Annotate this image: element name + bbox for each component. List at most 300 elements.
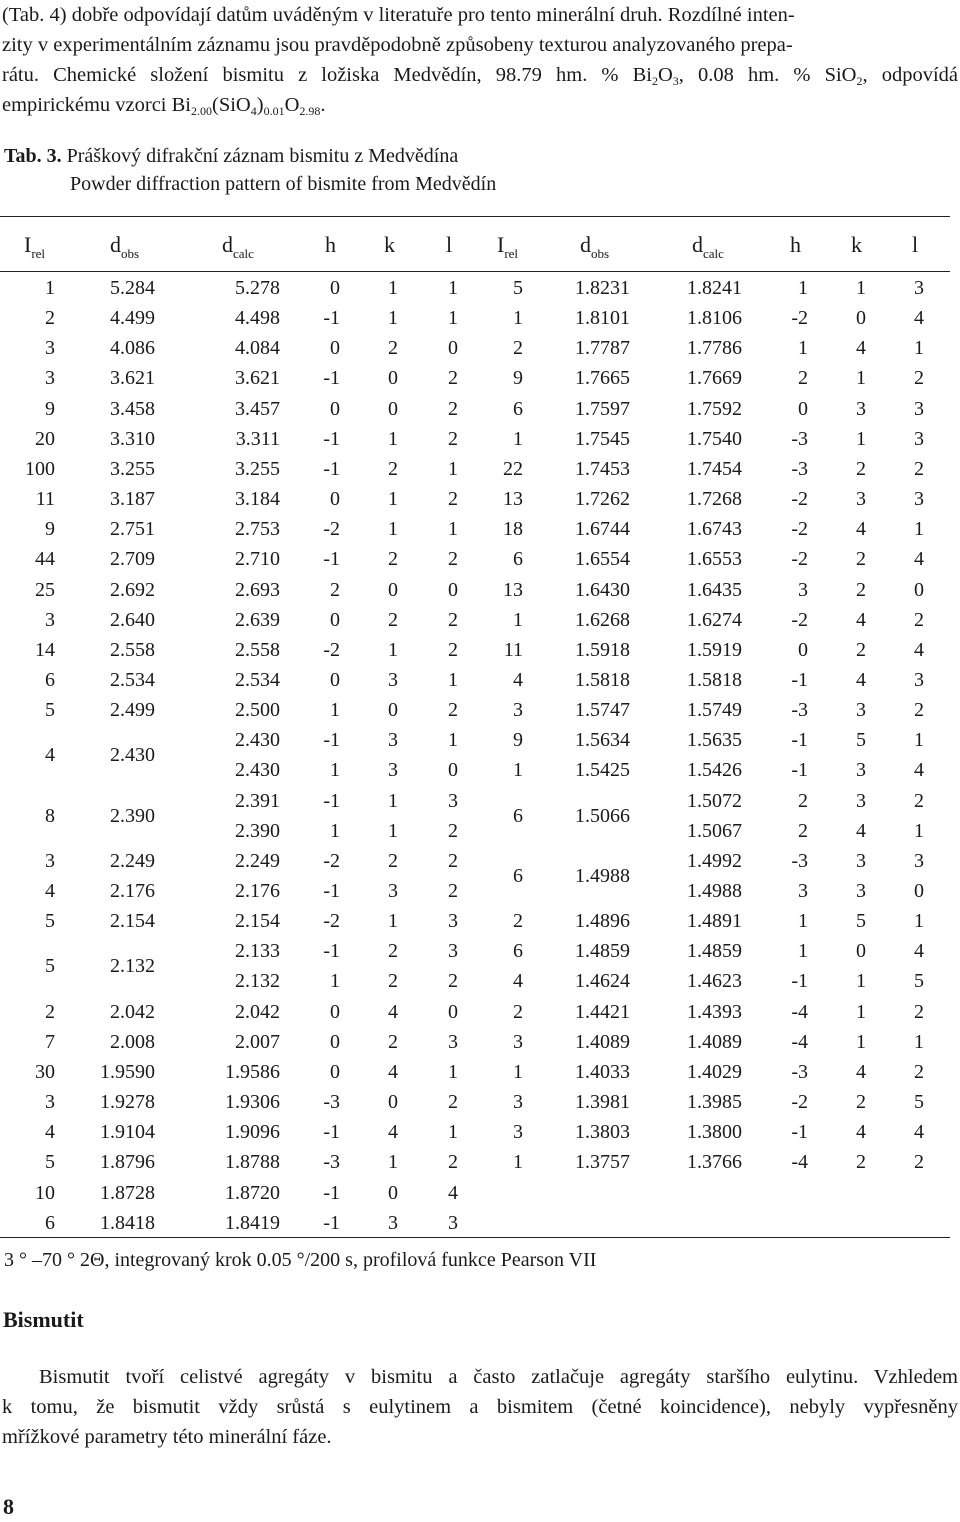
cell-k: 4 bbox=[856, 668, 866, 691]
caption-cz-text: Práškový difrakční záznam bismitu z Medvědína bbox=[66, 145, 459, 167]
subscript: 0.01 bbox=[263, 104, 285, 118]
cell-h: 0 bbox=[330, 277, 340, 299]
cell-dcalc: 2.390 bbox=[235, 819, 280, 842]
cell-l: 3 bbox=[448, 789, 458, 812]
cell-h: -1 bbox=[323, 307, 340, 330]
cell-dcalc: 1.8720 bbox=[225, 1181, 280, 1204]
cell-dcalc: 1.6743 bbox=[687, 518, 742, 541]
cell-irel: 9 bbox=[513, 367, 523, 390]
cell-irel: 4 bbox=[45, 1121, 55, 1144]
cell-k: 2 bbox=[388, 940, 398, 963]
cell-dcalc: 3.311 bbox=[235, 427, 280, 450]
cell-irel: 11 bbox=[35, 488, 55, 511]
cell-dcalc: 1.8241 bbox=[687, 277, 742, 299]
cell-h: 0 bbox=[330, 397, 340, 420]
cell-h: -1 bbox=[323, 880, 340, 902]
cell-dcalc: 2.391 bbox=[235, 789, 280, 812]
cell-irel: 2 bbox=[513, 337, 523, 360]
cell-dobs: 1.3981 bbox=[575, 1091, 630, 1114]
cell-h: 2 bbox=[798, 819, 808, 842]
intro-line-4-text: (SiO bbox=[212, 94, 251, 116]
cell-h: 0 bbox=[330, 1000, 340, 1023]
cell-h: -1 bbox=[323, 729, 340, 752]
cell-k: 0 bbox=[388, 397, 398, 420]
cell-dobs: 3.310 bbox=[110, 427, 155, 450]
cell-dcalc: 1.5818 bbox=[687, 668, 742, 691]
cell-dobs: 2.534 bbox=[110, 668, 155, 691]
cell-dcalc: 1.8788 bbox=[225, 1151, 280, 1174]
cell-k: 2 bbox=[388, 457, 398, 480]
cell-h: 1 bbox=[330, 759, 340, 782]
cell-dcalc: 1.7669 bbox=[687, 367, 742, 390]
cell-h: -4 bbox=[791, 1030, 808, 1053]
cell-l: 3 bbox=[914, 277, 924, 299]
cell-h: -1 bbox=[791, 668, 808, 691]
cell-dcalc: 1.3766 bbox=[687, 1151, 742, 1174]
cell-h: -4 bbox=[791, 1000, 808, 1023]
cell-dobs: 1.5918 bbox=[575, 638, 630, 661]
cell-l: 2 bbox=[448, 1151, 458, 1174]
cell-l: 4 bbox=[914, 940, 924, 963]
cell-h: -1 bbox=[323, 367, 340, 390]
cell-h: -1 bbox=[323, 940, 340, 963]
header-subscript: obs bbox=[591, 246, 610, 261]
cell-k: 1 bbox=[856, 277, 866, 299]
cell-k: 3 bbox=[856, 488, 866, 511]
cell-k: 1 bbox=[856, 427, 866, 450]
cell-h: 1 bbox=[798, 277, 808, 299]
cell-k: 1 bbox=[388, 638, 398, 661]
cell-k: 1 bbox=[388, 518, 398, 541]
cell-k: 1 bbox=[856, 1030, 866, 1053]
cell-l: 5 bbox=[914, 970, 924, 993]
cell-dobs: 2.132 bbox=[110, 955, 155, 978]
subscript: 3 bbox=[672, 74, 679, 88]
cell-dobs: 1.7665 bbox=[575, 367, 630, 390]
cell-irel: 3 bbox=[45, 849, 55, 872]
intro-line-4-text: ) bbox=[256, 94, 264, 116]
cell-l: 1 bbox=[448, 729, 458, 752]
cell-l: 2 bbox=[914, 1151, 924, 1174]
cell-irel: 6 bbox=[513, 864, 523, 887]
cell-irel: 6 bbox=[513, 548, 523, 571]
cell-k: 1 bbox=[388, 427, 398, 450]
cell-k: 2 bbox=[856, 578, 866, 601]
cell-irel: 1 bbox=[513, 307, 523, 330]
cell-l: 3 bbox=[914, 427, 924, 450]
cell-dcalc: 1.5635 bbox=[687, 729, 742, 752]
cell-h: -1 bbox=[791, 970, 808, 993]
cell-irel: 4 bbox=[513, 668, 523, 691]
cell-l: 3 bbox=[448, 940, 458, 963]
cell-dcalc: 1.5426 bbox=[687, 759, 742, 782]
cell-l: 0 bbox=[448, 759, 458, 782]
cell-k: 1 bbox=[856, 970, 866, 993]
cell-h: -2 bbox=[791, 488, 808, 511]
cell-dobs: 2.390 bbox=[110, 804, 155, 827]
cell-irel: 14 bbox=[35, 638, 55, 661]
cell-h: -2 bbox=[791, 608, 808, 631]
cell-irel: 5 bbox=[45, 1151, 55, 1174]
cell-k: 0 bbox=[388, 578, 398, 601]
cell-dobs: 1.5634 bbox=[575, 729, 630, 752]
cell-l: 2 bbox=[914, 699, 924, 722]
cell-h: -1 bbox=[323, 427, 340, 450]
cell-k: 2 bbox=[856, 1151, 866, 1174]
cell-dobs: 2.249 bbox=[110, 849, 155, 872]
cell-dobs: 1.4624 bbox=[575, 970, 630, 993]
intro-line-3-text: , 0.08 hm. % SiO bbox=[678, 64, 857, 86]
cell-dobs: 1.4033 bbox=[575, 1060, 630, 1083]
cell-l: 3 bbox=[448, 910, 458, 933]
cell-h: -1 bbox=[791, 759, 808, 782]
cell-dobs: 3.458 bbox=[110, 397, 155, 420]
cell-dobs: 4.086 bbox=[110, 337, 155, 360]
cell-h: 0 bbox=[330, 1060, 340, 1083]
cell-irel: 3 bbox=[45, 367, 55, 390]
cell-dobs: 2.709 bbox=[110, 548, 155, 571]
page-number: 8 bbox=[3, 1494, 14, 1519]
cell-k: 2 bbox=[856, 457, 866, 480]
cell-dobs: 2.640 bbox=[110, 608, 155, 631]
cell-irel: 3 bbox=[513, 1091, 523, 1114]
cell-h: -3 bbox=[791, 457, 808, 480]
header-text: d bbox=[222, 232, 233, 257]
cell-dcalc: 2.042 bbox=[235, 1000, 280, 1023]
cell-l: 2 bbox=[448, 1091, 458, 1114]
cell-l: 1 bbox=[448, 277, 458, 299]
cell-dobs: 1.4896 bbox=[575, 910, 630, 933]
cell-irel: 2 bbox=[513, 910, 523, 933]
cell-dcalc: 1.5072 bbox=[687, 789, 742, 812]
intro-line-1: (Tab. 4) dobře odpovídají datům uváděným v literatuře pro tento minerální druh. Rozdílné inten- bbox=[2, 4, 795, 26]
cell-h: -1 bbox=[323, 1121, 340, 1144]
intro-line-3-text: rátu. Chemické složení bismitu z ložiska Medvědín, 98.79 hm. % Bi bbox=[2, 64, 652, 86]
cell-k: 0 bbox=[388, 1091, 398, 1114]
cell-irel: 18 bbox=[503, 518, 523, 541]
cell-k: 3 bbox=[856, 789, 866, 812]
cell-dobs: 5.284 bbox=[110, 277, 155, 299]
cell-k: 1 bbox=[388, 789, 398, 812]
cell-k: 2 bbox=[856, 548, 866, 571]
cell-l: 3 bbox=[914, 668, 924, 691]
cell-h: -2 bbox=[323, 518, 340, 541]
cell-dcalc: 1.6553 bbox=[687, 548, 742, 571]
header-k-right: k bbox=[851, 232, 862, 257]
header-k-left: k bbox=[384, 232, 395, 257]
cell-h: 0 bbox=[330, 1030, 340, 1053]
cell-k: 3 bbox=[856, 880, 866, 902]
cell-dobs: 2.751 bbox=[110, 518, 155, 541]
cell-k: 1 bbox=[388, 488, 398, 511]
cell-k: 2 bbox=[388, 849, 398, 872]
cell-dcalc: 2.753 bbox=[235, 518, 280, 541]
cell-h: 0 bbox=[330, 608, 340, 631]
cell-dcalc: 1.8106 bbox=[687, 307, 742, 330]
cell-dobs: 2.430 bbox=[110, 744, 155, 767]
cell-dcalc: 2.710 bbox=[235, 548, 280, 571]
cell-k: 4 bbox=[856, 608, 866, 631]
cell-irel: 6 bbox=[513, 397, 523, 420]
cell-dobs: 1.9278 bbox=[100, 1091, 155, 1114]
cell-l: 4 bbox=[914, 1121, 924, 1144]
cell-dobs: 1.8728 bbox=[100, 1181, 155, 1204]
cell-dcalc: 2.693 bbox=[235, 578, 280, 601]
cell-dobs: 4.499 bbox=[110, 307, 155, 330]
cell-l: 2 bbox=[448, 880, 458, 902]
cell-l: 3 bbox=[448, 1211, 458, 1234]
cell-irel: 3 bbox=[513, 1030, 523, 1053]
cell-l: 0 bbox=[914, 880, 924, 902]
body-line-2: k tomu, že bismutit vždy srůstá s eulytinem a bismitem (četné koincidence), nebyly vypřesněny bbox=[2, 1396, 958, 1418]
cell-dobs: 1.8796 bbox=[100, 1151, 155, 1174]
cell-l: 4 bbox=[448, 1181, 458, 1204]
cell-k: 3 bbox=[388, 729, 398, 752]
header-subscript: calc bbox=[233, 246, 254, 261]
header-l-right: l bbox=[912, 232, 919, 257]
cell-k: 3 bbox=[856, 699, 866, 722]
cell-dobs: 1.7545 bbox=[575, 427, 630, 450]
cell-k: 2 bbox=[856, 638, 866, 661]
cell-dobs: 1.9590 bbox=[100, 1060, 155, 1083]
cell-dobs: 1.5425 bbox=[575, 759, 630, 782]
cell-l: 5 bbox=[914, 1091, 924, 1114]
cell-dobs: 1.5747 bbox=[575, 699, 630, 722]
cell-irel: 5 bbox=[513, 277, 523, 299]
cell-dobs: 1.7787 bbox=[575, 337, 630, 360]
header-text: d bbox=[580, 232, 591, 257]
cell-l: 1 bbox=[448, 457, 458, 480]
cell-k: 1 bbox=[388, 1151, 398, 1174]
cell-l: 1 bbox=[914, 729, 924, 752]
cell-k: 2 bbox=[388, 1030, 398, 1053]
cell-l: 0 bbox=[914, 578, 924, 601]
cell-irel: 1 bbox=[513, 1060, 523, 1083]
cell-k: 2 bbox=[856, 1091, 866, 1114]
cell-l: 4 bbox=[914, 759, 924, 782]
cell-h: 0 bbox=[798, 638, 808, 661]
cell-h: -3 bbox=[791, 699, 808, 722]
cell-irel: 13 bbox=[503, 488, 523, 511]
cell-dobs: 1.9104 bbox=[100, 1121, 155, 1144]
caption-english: Powder diffraction pattern of bismite from Medvědín bbox=[70, 173, 497, 195]
cell-dobs: 2.692 bbox=[110, 578, 155, 601]
cell-k: 1 bbox=[856, 1000, 866, 1023]
cell-dobs: 1.7262 bbox=[575, 488, 630, 511]
table-note: 3 ° –70 ° 2Θ, integrovaný krok 0.05 °/200 s, profilová funkce Pearson VII bbox=[4, 1249, 597, 1271]
cell-irel: 10 bbox=[35, 1181, 55, 1204]
cell-h: -1 bbox=[323, 1181, 340, 1204]
cell-irel: 11 bbox=[503, 638, 523, 661]
cell-dcalc: 2.249 bbox=[235, 849, 280, 872]
header-text: I bbox=[497, 232, 505, 257]
cell-dobs: 2.154 bbox=[110, 910, 155, 933]
cell-dobs: 1.4421 bbox=[575, 1000, 630, 1023]
header-text: I bbox=[24, 232, 32, 257]
cell-k: 4 bbox=[388, 1060, 398, 1083]
cell-h: 2 bbox=[798, 367, 808, 390]
header-subscript: calc bbox=[703, 246, 724, 261]
cell-h: 0 bbox=[330, 337, 340, 360]
cell-irel: 1 bbox=[513, 427, 523, 450]
cell-dobs: 3.621 bbox=[110, 367, 155, 390]
cell-l: 3 bbox=[914, 849, 924, 872]
cell-irel: 4 bbox=[513, 970, 523, 993]
cell-l: 1 bbox=[448, 668, 458, 691]
cell-k: 1 bbox=[388, 277, 398, 299]
cell-l: 3 bbox=[914, 397, 924, 420]
cell-l: 2 bbox=[448, 849, 458, 872]
cell-dcalc: 2.133 bbox=[235, 940, 280, 963]
cell-irel: 2 bbox=[45, 1000, 55, 1023]
subscript: 2 bbox=[651, 74, 658, 88]
cell-dcalc: 1.6435 bbox=[687, 578, 742, 601]
cell-dobs: 1.7453 bbox=[575, 457, 630, 480]
cell-h: -1 bbox=[323, 548, 340, 571]
intro-line-4-text: O bbox=[284, 94, 300, 116]
cell-dcalc: 2.558 bbox=[235, 638, 280, 661]
cell-dcalc: 1.4992 bbox=[687, 849, 742, 872]
cell-k: 3 bbox=[388, 759, 398, 782]
cell-dcalc: 1.4859 bbox=[687, 940, 742, 963]
cell-irel: 4 bbox=[45, 744, 55, 767]
cell-l: 2 bbox=[914, 608, 924, 631]
header-subscript: rel bbox=[504, 246, 519, 261]
cell-h: 1 bbox=[798, 337, 808, 360]
cell-dobs: 1.5818 bbox=[575, 668, 630, 691]
cell-dobs: 1.6744 bbox=[575, 518, 630, 541]
cell-dcalc: 3.621 bbox=[235, 367, 280, 390]
cell-dcalc: 1.7454 bbox=[687, 457, 742, 480]
cell-dcalc: 1.6274 bbox=[687, 608, 742, 631]
cell-k: 2 bbox=[388, 608, 398, 631]
cell-dcalc: 5.278 bbox=[235, 277, 280, 299]
cell-dobs: 1.8231 bbox=[575, 277, 630, 299]
cell-k: 4 bbox=[388, 1121, 398, 1144]
cell-dobs: 1.3803 bbox=[575, 1121, 630, 1144]
cell-l: 2 bbox=[914, 1060, 924, 1083]
cell-dcalc: 1.8419 bbox=[225, 1211, 280, 1234]
cell-k: 3 bbox=[856, 849, 866, 872]
cell-k: 3 bbox=[856, 759, 866, 782]
cell-dobs: 3.187 bbox=[110, 488, 155, 511]
cell-h: -2 bbox=[323, 849, 340, 872]
cell-dobs: 1.7597 bbox=[575, 397, 630, 420]
header-subscript: rel bbox=[31, 246, 46, 261]
subscript: 4 bbox=[250, 104, 257, 118]
header-text: d bbox=[110, 232, 121, 257]
cell-l: 3 bbox=[448, 1030, 458, 1053]
cell-l: 1 bbox=[448, 1121, 458, 1144]
cell-irel: 3 bbox=[513, 699, 523, 722]
cell-l: 1 bbox=[914, 910, 924, 933]
cell-irel: 9 bbox=[45, 397, 55, 420]
cell-dobs: 1.4089 bbox=[575, 1030, 630, 1053]
cell-h: 2 bbox=[330, 578, 340, 601]
cell-irel: 30 bbox=[35, 1060, 55, 1083]
cell-h: -1 bbox=[323, 457, 340, 480]
table-bottom-rule bbox=[0, 1237, 950, 1238]
cell-h: 3 bbox=[798, 578, 808, 601]
cell-k: 4 bbox=[856, 819, 866, 842]
cell-l: 2 bbox=[448, 367, 458, 390]
cell-dcalc: 1.7592 bbox=[687, 397, 742, 420]
cell-h: -3 bbox=[791, 849, 808, 872]
cell-h: 1 bbox=[330, 699, 340, 722]
cell-k: 2 bbox=[388, 548, 398, 571]
cell-h: 0 bbox=[330, 668, 340, 691]
cell-irel: 3 bbox=[45, 608, 55, 631]
cell-dcalc: 1.4988 bbox=[687, 880, 742, 902]
cell-irel: 3 bbox=[45, 1091, 55, 1114]
cell-dobs: 1.6268 bbox=[575, 608, 630, 631]
cell-k: 3 bbox=[856, 397, 866, 420]
cell-l: 2 bbox=[448, 819, 458, 842]
cell-h: 1 bbox=[798, 940, 808, 963]
cell-h: 1 bbox=[330, 819, 340, 842]
cell-h: -3 bbox=[791, 1060, 808, 1083]
cell-k: 3 bbox=[388, 880, 398, 902]
cell-dcalc: 3.255 bbox=[235, 457, 280, 480]
cell-dcalc: 2.534 bbox=[235, 668, 280, 691]
cell-irel: 5 bbox=[45, 910, 55, 933]
cell-h: -2 bbox=[791, 307, 808, 330]
header-subscript: obs bbox=[121, 246, 140, 261]
subscript: 2.00 bbox=[191, 104, 212, 118]
cell-k: 0 bbox=[856, 307, 866, 330]
cell-k: 1 bbox=[388, 910, 398, 933]
cell-dcalc: 1.7786 bbox=[687, 337, 742, 360]
cell-dcalc: 1.4089 bbox=[687, 1030, 742, 1053]
cell-l: 1 bbox=[448, 1060, 458, 1083]
cell-k: 0 bbox=[388, 1181, 398, 1204]
cell-k: 4 bbox=[856, 1060, 866, 1083]
cell-irel: 44 bbox=[35, 548, 55, 571]
cell-dcalc: 2.176 bbox=[235, 880, 280, 902]
cell-dcalc: 1.4393 bbox=[687, 1000, 742, 1023]
cell-irel: 1 bbox=[513, 1151, 523, 1174]
cell-k: 4 bbox=[856, 337, 866, 360]
cell-k: 3 bbox=[388, 668, 398, 691]
cell-irel: 9 bbox=[513, 729, 523, 752]
cell-dcalc: 1.5919 bbox=[687, 638, 742, 661]
cell-l: 4 bbox=[914, 548, 924, 571]
cell-dcalc: 1.9586 bbox=[225, 1060, 280, 1083]
cell-l: 1 bbox=[448, 518, 458, 541]
cell-dcalc: 1.9096 bbox=[225, 1121, 280, 1144]
cell-k: 4 bbox=[388, 1000, 398, 1023]
cell-dcalc: 1.3800 bbox=[687, 1121, 742, 1144]
cell-irel: 9 bbox=[45, 518, 55, 541]
cell-h: -1 bbox=[791, 729, 808, 752]
subscript: 2.98 bbox=[299, 104, 321, 118]
cell-h: -2 bbox=[323, 638, 340, 661]
cell-h: -3 bbox=[791, 427, 808, 450]
cell-dobs: 1.5066 bbox=[575, 804, 630, 827]
cell-l: 2 bbox=[448, 427, 458, 450]
cell-k: 0 bbox=[388, 367, 398, 390]
cell-l: 1 bbox=[914, 337, 924, 360]
cell-dobs: 2.008 bbox=[110, 1030, 155, 1053]
subscript: 2 bbox=[856, 74, 863, 88]
intro-line-4-text: . bbox=[320, 94, 326, 116]
cell-k: 4 bbox=[856, 518, 866, 541]
cell-h: 3 bbox=[798, 880, 808, 902]
cell-dcalc: 2.500 bbox=[235, 699, 280, 722]
cell-l: 1 bbox=[914, 518, 924, 541]
cell-l: 2 bbox=[914, 1000, 924, 1023]
cell-k: 5 bbox=[856, 729, 866, 752]
